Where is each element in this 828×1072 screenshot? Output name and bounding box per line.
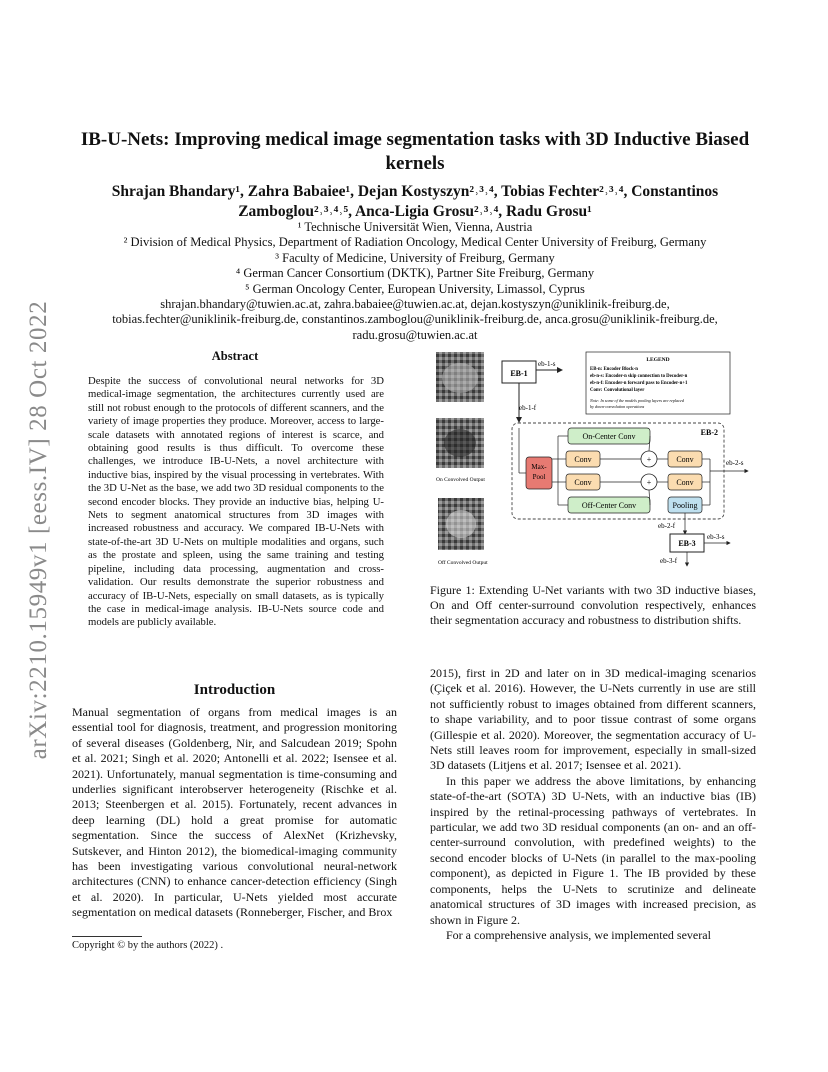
affiliation-line: ³ Faculty of Medicine, University of Freiburg, Germany: [275, 250, 555, 265]
pooling-label: Pooling: [672, 501, 698, 510]
eb2-label: EB-2: [700, 428, 718, 437]
affiliations: [75, 220, 755, 343]
eb2-skip-label: eb-2-s: [726, 459, 744, 467]
off-convolved-image: [438, 498, 484, 550]
email-line: shrajan.bhandary@tuwien.ac.at, zahra.babaiee@tuwien.ac.at, dejan.kostyszyn@uniklinik-freiburg.de,: [160, 297, 670, 312]
author-line-1: Shrajan Bhandary¹, Zahra Babaiee¹, Dejan Kostyszyn²˒³˒⁴, Tobias Fechter²˒³˒⁴, Constantinos: [111, 183, 719, 200]
eb3-label: EB-3: [678, 539, 696, 548]
plus-symbol: +: [646, 478, 652, 487]
copyright-footnote: Copyright © by the authors (2022) .: [72, 940, 224, 951]
on-center-conv-label: On-Center Conv: [582, 432, 636, 441]
intro-paragraph: 2015), first in 2D and later on in 3D medical-imaging scenarios (Çiçek et al. 2016). However, the U-Nets currently in use are still not sufficiently robust to images obtained from different scanners, to shape variability, and to poor tissue contrast of some organs (Gillespie et al. 2020). Moreover, the segmentation accuracy of U-Nets still leaves room for improvement, especially in small-sized 3D datasets (Litjens et al. 2017; Isensee et al. 2021).: [430, 666, 756, 773]
affiliation-line: ¹ Technische Universität Wien, Vienna, Austria: [297, 220, 533, 234]
introduction-left-column: Manual segmentation of organs from medical images is an essential tool for diagnosis, treatment, and progression monitoring of several diseases (Goldenberg, Nir, and Salcudean 2019; Spohn et al. 2021; Singh et al. 2020; Antonelli et al. 2022; Isensee et al. 2021). Unfortunately, manual segmentation is time-consuming and underlies significant interobserver heterogeneity (Rischke et al. 2013; Steenbergen et al. 2015). Fortunately, recent advances in deep learning (DL) hold a great promise for automatic segmentation. Since the success of AlexNet (Krizhevsky, Sutskever, and Hinton 2012), the biomedical-imaging community has been investigating various convolutional neural-network architectures (CNN) to enhance cancer-detection efficiency (Singh et al. 2020). In particular, U-Nets yielded most accurate segmentation on medical datasets (Ronneberger, Fischer, and Brox: [72, 705, 397, 920]
eb2-forward-label: eb-2-f: [658, 522, 676, 530]
introduction-heading: Introduction: [193, 682, 276, 698]
input-scan-image: [436, 352, 484, 402]
arxiv-identifier-stamp: [22, 290, 56, 770]
email-line: radu.grosu@tuwien.ac.at: [352, 327, 478, 342]
eb1-skip-label: eb-1-s: [538, 360, 556, 368]
conv-label: Conv: [676, 455, 694, 464]
legend-line: eb-n-f: Encoder-n forward pass to Encoder-n+1: [590, 381, 688, 386]
intro-paragraph: In this paper we address the above limitations, by enhancing state-of-the-art (SOTA) 3D U-Nets, with an inductive bias (IB) inspired by the retinal-processing pathways of vertebrates. In particular, we add two 3D residual components (an on- and an off-center-surround convolution, with predefined weights) to the second encoder blocks of U-Nets (in parallel to the max-pooling component), as depicted in Figure 1. The IB provided by these components, helps the U-Nets to scrutinize and delineate anatomical structures of 3D images with increased precision, as shown in Figure 2.: [430, 773, 756, 927]
figure-1-architecture-diagram: [430, 348, 756, 576]
affiliation-line: ⁵ German Oncology Center, European University, Limassol, Cyprus: [245, 281, 585, 296]
legend-line: Conv: Convolutional layer: [590, 388, 645, 393]
abstract-heading: Abstract: [211, 349, 259, 363]
introduction-right-column: [430, 666, 756, 943]
legend-note: by down-convolution operations: [590, 404, 645, 409]
figure-1-caption: Figure 1: Extending U-Net variants with two 3D inductive biases, On and Off center-surround convolution respectively, enhances their segmentation accuracy and robustness to distribution shifts.: [430, 583, 756, 628]
paper-title: IB-U-Nets: Improving medical image segmentation tasks with 3D Inductive Biased kernels: [80, 129, 750, 174]
legend-line: eb-n-s: Encoder-n skip connection to Decoder-n: [590, 374, 688, 379]
affiliation-line: ² Division of Medical Physics, Department of Radiation Oncology, Medical Center University of Freiburg, Germany: [123, 235, 707, 250]
author-list: [75, 182, 755, 222]
legend-title: LEGEND: [646, 357, 670, 363]
intro-paragraph: For a comprehensive analysis, we implemented several: [446, 927, 711, 942]
eb3-skip-label: eb-3-s: [707, 533, 725, 541]
email-line: tobias.fechter@uniklinik-freiburg.de, constantinos.zamboglou@uniklinik-freiburg.de, anca.grosu@uniklinik-freiburg.de,: [112, 312, 718, 327]
plus-symbol: +: [646, 455, 652, 464]
conv-label: Conv: [676, 478, 694, 487]
author-line-2: Zamboglou²˒³˒⁴˒⁵, Anca-Ligia Grosu²˒³˒⁴, Radu Grosu¹: [238, 203, 592, 220]
arxiv-id: arXiv:2210.15949v1 [eess.IV] 28 Oct 2022: [25, 300, 52, 760]
on-convolved-label: On Convolved Output: [436, 477, 485, 483]
eb1-label: EB-1: [510, 369, 528, 378]
eb1-forward-label: eb-1-f: [519, 404, 537, 412]
off-convolved-label: Off Convolved Output: [438, 560, 488, 566]
abstract-body: Despite the success of convolutional neural networks for 3D medical-image segmentation, the architectures currently used are still not robust enough to the protocols of different scanners, and the variety of image properties they produce. Moreover, access to large-scale datasets with annotated regions of interest is scarce, and obtaining good results is thus difficult. To overcome these challenges, we introduce IB-U-Nets, a novel architecture with inductive bias, inspired by the visual processing in vertebrates. With the 3D U-Net as the base, we add two 3D residual components to the second encoder blocks. They provide an inductive bias, helping U-Nets to segment anatomical structures from 3D images with increased robustness and accuracy. We compared IB-U-Nets with state-of-the-art 3D U-Nets on multiple modalities and organs, such as the prostate and spleen, using the same training and testing pipeline, including data processing, augmentation and cross-validation. Our results demonstrate the superior robustness and accuracy of IB-U-Nets, especially on small datasets, as is typically the case in medical-image analysis. IB-U-Nets source code and models are publicly available.: [88, 375, 384, 629]
on-convolved-image: [436, 418, 484, 468]
legend-note: Note: In some of the models pooling layers are replaced: [590, 398, 685, 403]
affiliation-line: ⁴ German Cancer Consortium (DKTK), Partner Site Freiburg, Germany: [235, 266, 595, 281]
footnote-rule: [72, 936, 142, 937]
conv-label: Conv: [574, 455, 592, 464]
conv-label: Conv: [574, 478, 592, 487]
max-pool-label-1: Max-: [531, 463, 547, 471]
off-center-conv-label: Off-Center Conv: [581, 501, 637, 510]
max-pool-label-2: Pool: [532, 473, 546, 481]
legend-line: EB-n: Encoder Block-n: [590, 367, 638, 372]
eb3-forward-label: eb-3-f: [660, 557, 678, 565]
